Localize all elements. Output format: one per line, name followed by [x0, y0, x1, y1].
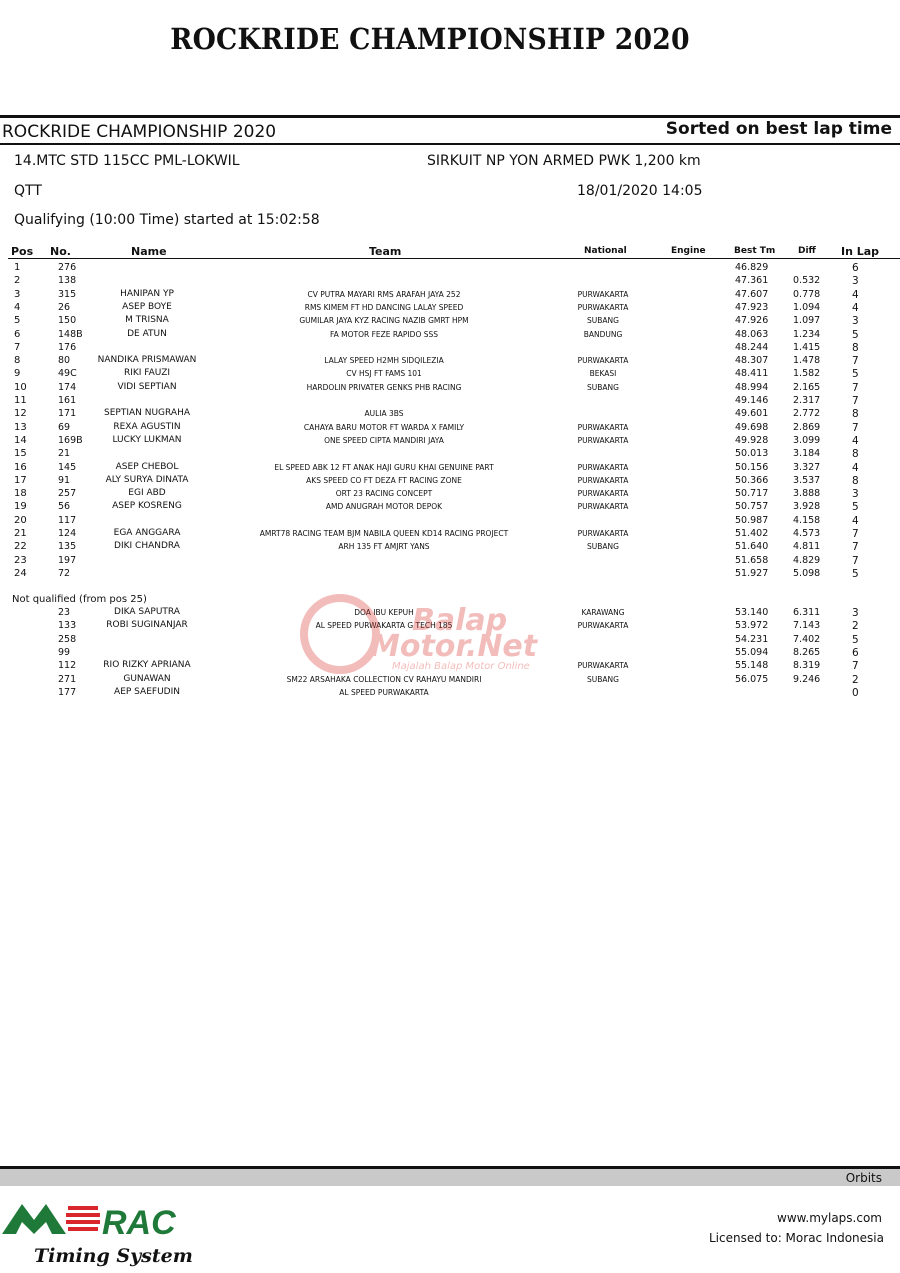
- cell-diff: 2.869: [793, 421, 821, 433]
- cell-pos: 5: [14, 315, 21, 327]
- cell-best-time: 47.926: [735, 315, 769, 327]
- watermark-ring: [304, 598, 376, 670]
- cell-best-time: 55.148: [735, 660, 769, 672]
- cell-in-lap: 2: [852, 673, 859, 686]
- cell-pos: 6: [14, 328, 21, 340]
- cell-pos: 22: [14, 541, 27, 553]
- cell-in-lap: 7: [852, 660, 859, 673]
- cell-diff: 3.928: [793, 501, 821, 513]
- cell-in-lap: 3: [852, 275, 859, 288]
- cell-in-lap: 7: [852, 381, 859, 394]
- cell-in-lap: 4: [852, 514, 859, 527]
- cell-pos: 2: [14, 275, 21, 287]
- col-header-no: No.: [50, 245, 71, 258]
- cell-pos: 12: [14, 408, 27, 420]
- cell-name: LUCKY LUKMAN: [112, 434, 182, 445]
- cell-team: DOA IBU KEPUH: [354, 608, 414, 617]
- cell-in-lap: 4: [852, 288, 859, 301]
- col-header-national: National: [584, 246, 627, 256]
- cell-name: HANIPAN YP: [120, 288, 174, 299]
- cell-in-lap: 6: [852, 262, 859, 274]
- cell-name: ASEP KOSRENG: [112, 501, 182, 512]
- qualifying-info: Qualifying (10:00 Time) started at 15:02:58: [14, 212, 320, 228]
- cell-diff: 0.778: [793, 288, 821, 300]
- cell-best-time: 53.972: [735, 620, 769, 632]
- cell-team: ORT 23 RACING CONCEPT: [335, 489, 433, 499]
- cell-pos: 8: [14, 355, 21, 367]
- cell-best-time: 47.923: [735, 301, 769, 313]
- table-row: 18 257 EGI ABD ORT 23 RACING CONCEPT PURWAKARTA 50.717 3.888 3: [14, 488, 859, 501]
- column-header-rule: [8, 258, 900, 259]
- cell-best-time: 46.829: [735, 262, 769, 273]
- cell-national: PURWAKARTA: [577, 489, 629, 499]
- cell-best-time: 51.927: [735, 567, 769, 579]
- table-row: 17 91 ALY SURYA DINATA AKS SPEED CO FT DEZA FT RACING ZONE PURWAKARTA 50.366 3.537 8: [14, 474, 859, 487]
- orbits-label: Orbits: [845, 1171, 882, 1185]
- table-row: 5 150 M TRISNA GUMILAR JAYA KYZ RACING NAZIB GMRT HPM SUBANG 47.926 1.097 3: [14, 315, 859, 328]
- table-row: 7 176 48.244 1.415 8: [14, 341, 859, 354]
- cell-name: ASEP CHEBOL: [115, 461, 179, 472]
- cell-team: CV HSJ FT FAMS 101: [346, 369, 422, 379]
- col-header-pos: Pos: [11, 245, 34, 258]
- cell-team: AL SPEED PURWAKARTA: [339, 687, 429, 697]
- cell-national: SUBANG: [587, 674, 619, 684]
- morac-logo: [0, 1196, 220, 1271]
- table-row: 133 ROBI SUGINANJAR AL SPEED PURWAKARTA G TECH 185 PURWAKARTA 53.972 7.143 2: [58, 620, 859, 633]
- cell-in-lap: 7: [852, 541, 859, 554]
- cell-team: AKS SPEED CO FT DEZA FT RACING ZONE: [306, 475, 462, 485]
- cell-pos: 3: [14, 288, 21, 300]
- table-row: 16 145 ASEP CHEBOL EL SPEED ABK 12 FT ANAK HAJI GURU KHAI GENUINE PART PURWAKARTA 50.156 3.327 4: [14, 461, 859, 474]
- cell-national: SUBANG: [587, 542, 619, 552]
- watermark-line2: Motor.Net: [370, 629, 538, 664]
- cell-diff: 4.811: [793, 541, 821, 553]
- cell-best-time: 56.075: [735, 673, 769, 685]
- cell-team: ARH 135 FT AMJRT YANS: [338, 542, 430, 552]
- cell-in-lap: 5: [852, 567, 859, 580]
- cell-pos: 14: [14, 434, 27, 446]
- cell-in-lap: 5: [852, 368, 859, 381]
- logo-text: RAC: [102, 1204, 176, 1242]
- col-header-engine: Engine: [671, 246, 706, 256]
- cell-team: LALAY SPEED H2MH SIDQILEZIA: [324, 356, 444, 366]
- table-row: 271 GUNAWAN SM22 ARSAHAKA COLLECTION CV RAHAYU MANDIRI SUBANG 56.075 9.246 2: [58, 673, 859, 686]
- cell-in-lap: 3: [852, 607, 859, 619]
- cell-diff: 6.311: [793, 607, 821, 618]
- cell-name: EGA ANGGARA: [113, 528, 181, 538]
- cell-in-lap: 6: [852, 646, 859, 659]
- watermark-tagline: Majalah Balap Motor Online: [392, 661, 530, 672]
- cell-team: AMRT78 RACING TEAM BJM NABILA QUEEN KD14 RACING PROJECT: [259, 529, 509, 538]
- cell-diff: 3.537: [793, 474, 821, 486]
- cell-name: REXA AGUSTIN: [113, 421, 181, 432]
- cell-national: PURWAKARTA: [577, 289, 629, 299]
- cell-national: PURWAKARTA: [577, 502, 629, 512]
- cell-team: HARDOLIN PRIVATER GENKS PHB RACING: [306, 382, 462, 392]
- cell-national: PURWAKARTA: [577, 621, 629, 631]
- cell-pos: 13: [14, 421, 27, 433]
- cell-best-time: 49.146: [735, 395, 769, 406]
- cell-pos: 18: [14, 488, 27, 500]
- cell-in-lap: 7: [852, 421, 859, 434]
- cell-in-lap: 8: [852, 474, 859, 487]
- cell-diff: 7.143: [793, 620, 821, 632]
- cell-in-lap: 3: [852, 315, 859, 328]
- cell-pos: 21: [14, 528, 27, 539]
- not-qualified-label: Not qualified (from pos 25): [12, 594, 147, 605]
- class-name: 14.MTC STD 115CC PML-LOKWIL: [14, 153, 240, 169]
- cell-in-lap: 7: [852, 395, 859, 407]
- cell-team: FA MOTOR FEZE RAPIDO SSS: [329, 329, 439, 339]
- table-row: 8 80 NANDIKA PRISMAWAN LALAY SPEED H2MH SIDQILEZIA PURWAKARTA 48.307 1.478 7: [14, 355, 859, 368]
- cell-in-lap: 8: [852, 448, 859, 461]
- col-header-team: Team: [369, 245, 402, 258]
- cell-team: AMD ANUGRAH MOTOR DEPOK: [325, 502, 443, 512]
- cell-diff: 1.582: [793, 368, 821, 380]
- cell-in-lap: 0: [852, 686, 859, 699]
- cell-name: DE ATUN: [127, 328, 167, 339]
- cell-best-time: 49.698: [735, 421, 769, 433]
- cell-best-time: 49.601: [735, 408, 769, 420]
- cell-best-time: 55.094: [735, 646, 769, 658]
- cell-name: M TRISNA: [125, 315, 169, 326]
- page-title: ROCKRIDE CHAMPIONSHIP 2020: [170, 22, 690, 56]
- cell-national: PURWAKARTA: [577, 475, 629, 485]
- cell-in-lap: 5: [852, 501, 859, 514]
- cell-in-lap: 8: [852, 341, 859, 354]
- license-text: Licensed to: Morac Indonesia: [708, 1231, 884, 1245]
- cell-best-time: 50.013: [735, 448, 769, 460]
- cell-diff: 3.099: [793, 434, 821, 446]
- cell-best-time: 54.231: [735, 633, 769, 645]
- header-rule: [0, 115, 900, 118]
- cell-in-lap: 7: [852, 528, 859, 540]
- watermark-line1: Balap: [412, 603, 508, 638]
- col-header-diff: Diff: [798, 246, 816, 256]
- cell-national: BANDUNG: [583, 329, 623, 339]
- cell-diff: 4.573: [793, 528, 821, 539]
- cell-name: RIKI FAUZI: [123, 368, 171, 379]
- cell-diff: 9.246: [793, 673, 821, 685]
- table-row: 21 124 EGA ANGGARA AMRT78 RACING TEAM BJM NABILA QUEEN KD14 RACING PROJECT PURWAKARTA 51.402 4.573 7: [14, 528, 859, 540]
- cell-name: EGI ABD: [128, 488, 166, 499]
- footer-bar: [0, 1169, 900, 1186]
- cell-pos: 17: [14, 474, 27, 486]
- cell-in-lap: 7: [852, 355, 859, 368]
- col-header-inlap: In Lap: [841, 245, 880, 258]
- cell-diff: 4.829: [793, 554, 821, 566]
- cell-national: PURWAKARTA: [577, 529, 629, 538]
- cell-best-time: 50.156: [735, 461, 769, 473]
- cell-in-lap: 2: [852, 620, 859, 633]
- cell-best-time: 50.987: [735, 514, 769, 526]
- cell-name: ASEP BOYE: [122, 301, 172, 312]
- table-row: 9 49C RIKI FAUZI CV HSJ FT FAMS 101 BEKASI 48.411 1.582 5: [14, 368, 859, 381]
- cell-national: PURWAKARTA: [577, 435, 629, 445]
- cell-team: EL SPEED ABK 12 FT ANAK HAJI GURU KHAI GENUINE PART: [274, 462, 494, 472]
- cell-in-lap: 8: [852, 408, 859, 421]
- cell-name: DIKI CHANDRA: [114, 541, 180, 552]
- cell-best-time: 50.366: [735, 474, 769, 486]
- cell-in-lap: 4: [852, 301, 859, 314]
- session-label: QTT: [14, 183, 42, 199]
- cell-diff: 5.098: [793, 567, 821, 579]
- cell-in-lap: 4: [852, 434, 859, 447]
- logo-subtitle: Timing System: [34, 1245, 193, 1267]
- cell-best-time: 49.928: [735, 434, 769, 446]
- table-row: 23 DIKA SAPUTRA DOA IBU KEPUH KARAWANG 53.140 6.311 3: [58, 607, 859, 619]
- cell-pos: 7: [14, 341, 21, 353]
- table-row: 22 135 DIKI CHANDRA ARH 135 FT AMJRT YANS SUBANG 51.640 4.811 7: [14, 541, 859, 554]
- cell-name: ALY SURYA DINATA: [105, 474, 189, 485]
- cell-diff: 1.478: [793, 355, 821, 367]
- cell-national: KARAWANG: [581, 608, 625, 617]
- table-row: 99 55.094 8.265 6: [58, 646, 859, 659]
- header-rule-bottom: [0, 143, 900, 145]
- cell-name: DIKA SAPUTRA: [114, 607, 180, 617]
- cell-diff: 8.265: [793, 646, 821, 658]
- table-row: 24 72 51.927 5.098 5: [14, 567, 859, 580]
- cell-in-lap: 5: [852, 633, 859, 646]
- cell-best-time: 51.640: [735, 541, 769, 553]
- table-row: 6 148B DE ATUN FA MOTOR FEZE RAPIDO SSS BANDUNG 48.063 1.234 5: [14, 328, 859, 341]
- table-row: 14 169B LUCKY LUKMAN ONE SPEED CIPTA MANDIRI JAYA PURWAKARTA 49.928 3.099 4: [14, 434, 859, 447]
- cell-diff: 3.184: [793, 448, 821, 460]
- table-row: 13 69 REXA AGUSTIN CAHAYA BARU MOTOR FT WARDA X FAMILY PURWAKARTA 49.698 2.869 7: [14, 421, 859, 434]
- cell-diff: 1.094: [793, 301, 821, 313]
- cell-diff: 7.402: [793, 633, 821, 645]
- table-row: 3 315 HANIPAN YP CV PUTRA MAYARI RMS ARAFAH JAYA 252 PURWAKARTA 47.607 0.778 4: [14, 288, 859, 301]
- cell-pos: 19: [14, 501, 27, 513]
- table-row: 20 117 50.987 4.158 4: [14, 514, 859, 527]
- cell-national: PURWAKARTA: [577, 661, 629, 671]
- cell-pos: 10: [14, 381, 27, 393]
- session-datetime: 18/01/2020 14:05: [577, 183, 703, 199]
- cell-in-lap: 7: [852, 554, 859, 567]
- cell-team: CAHAYA BARU MOTOR FT WARDA X FAMILY: [303, 422, 465, 432]
- col-header-name: Name: [131, 245, 167, 258]
- cell-national: PURWAKARTA: [577, 422, 629, 432]
- cell-name: SEPTIAN NUGRAHA: [104, 408, 190, 419]
- cell-pos: 24: [14, 567, 27, 579]
- cell-best-time: 48.307: [735, 355, 769, 367]
- cell-best-time: 50.757: [735, 501, 769, 513]
- cell-team: ONE SPEED CIPTA MANDIRI JAYA: [324, 435, 444, 445]
- balapmotor-watermark: [300, 594, 600, 674]
- cell-diff: 1.097: [793, 315, 821, 327]
- cell-pos: 15: [14, 448, 27, 460]
- cell-best-time: 53.140: [735, 607, 769, 618]
- cell-name: ROBI SUGINANJAR: [106, 620, 188, 631]
- cell-diff: 1.234: [793, 328, 821, 340]
- logo-m-shape: [2, 1204, 66, 1234]
- cell-team: CV PUTRA MAYARI RMS ARAFAH JAYA 252: [307, 289, 461, 299]
- circuit-name: SIRKUIT NP YON ARMED PWK 1,200 km: [427, 153, 701, 169]
- cell-diff: 1.415: [793, 341, 821, 353]
- cell-team: SM22 ARSAHAKA COLLECTION CV RAHAYU MANDIRI: [286, 674, 482, 684]
- cell-best-time: 48.063: [735, 328, 769, 340]
- cell-pos: 1: [14, 262, 21, 273]
- table-row: 177 AEP SAEFUDIN AL SPEED PURWAKARTA 0: [58, 686, 859, 699]
- col-header-best: Best Tm: [734, 246, 776, 256]
- cell-national: SUBANG: [587, 382, 619, 392]
- cell-pos: 9: [14, 368, 21, 380]
- cell-best-time: 50.717: [735, 488, 769, 500]
- cell-pos: 20: [14, 514, 27, 526]
- cell-best-time: 47.361: [735, 275, 769, 287]
- cell-pos: 16: [14, 461, 27, 473]
- logo-o-bars: [66, 1206, 100, 1231]
- cell-diff: 2.317: [793, 395, 821, 406]
- cell-pos: 11: [14, 395, 27, 406]
- cell-team: GUMILAR JAYA KYZ RACING NAZIB GMRT HPM: [299, 316, 469, 326]
- cell-diff: 3.327: [793, 461, 821, 473]
- cell-name: NANDIKA PRISMAWAN: [97, 355, 197, 366]
- event-name: ROCKRIDE CHAMPIONSHIP 2020: [2, 122, 277, 142]
- cell-diff: 4.158: [793, 514, 821, 526]
- cell-national: BEKASI: [589, 369, 617, 379]
- cell-best-time: 48.244: [735, 341, 769, 353]
- cell-team: RMS KIMEM FT HD DANCING LALAY SPEED: [304, 302, 464, 312]
- table-row: 11 161 49.146 2.317 7: [14, 395, 859, 407]
- table-row: 12 171 SEPTIAN NUGRAHA AULIA 3BS 49.601 2.772 8: [14, 408, 859, 421]
- cell-in-lap: 4: [852, 461, 859, 474]
- cell-best-time: 51.402: [735, 528, 769, 539]
- cell-in-lap: 3: [852, 488, 859, 501]
- cell-national: PURWAKARTA: [577, 462, 629, 472]
- cell-diff: 0.532: [793, 275, 821, 287]
- table-row: 1 276 46.829 6: [14, 262, 859, 274]
- cell-diff: 2.772: [793, 408, 821, 420]
- table-row: 4 26 ASEP BOYE RMS KIMEM FT HD DANCING LALAY SPEED PURWAKARTA 47.923 1.094 4: [14, 301, 859, 314]
- cell-diff: 2.165: [793, 381, 821, 393]
- cell-diff: 8.319: [793, 660, 821, 672]
- table-row: 112 RIO RIZKY APRIANA PURWAKARTA 55.148 8.319 7: [58, 660, 859, 673]
- sort-label: Sorted on best lap time: [665, 119, 892, 139]
- table-row: 10 174 VIDI SEPTIAN HARDOLIN PRIVATER GENKS PHB RACING SUBANG 48.994 2.165 7: [14, 381, 859, 394]
- cell-in-lap: 5: [852, 328, 859, 341]
- table-row: 258 54.231 7.402 5: [58, 633, 859, 646]
- cell-pos: 23: [14, 554, 27, 566]
- table-row: 19 56 ASEP KOSRENG AMD ANUGRAH MOTOR DEPOK PURWAKARTA 50.757 3.928 5: [14, 501, 859, 514]
- cell-national: SUBANG: [587, 316, 619, 326]
- cell-diff: 3.888: [793, 488, 821, 500]
- cell-name: GUNAWAN: [123, 673, 171, 684]
- cell-national: PURWAKARTA: [577, 356, 629, 366]
- table-row: 23 197 51.658 4.829 7: [14, 554, 859, 567]
- cell-best-time: 47.607: [735, 288, 769, 300]
- cell-team: AL SPEED PURWAKARTA G TECH 185: [315, 621, 453, 631]
- table-row: 15 21 50.013 3.184 8: [14, 448, 859, 461]
- cell-name: AEP SAEFUDIN: [114, 686, 180, 697]
- cell-best-time: 48.994: [735, 381, 769, 393]
- cell-name: VIDI SEPTIAN: [117, 381, 177, 392]
- cell-best-time: 51.658: [735, 554, 769, 566]
- cell-team: AULIA 3BS: [364, 409, 404, 419]
- website-link[interactable]: www.mylaps.com: [777, 1211, 882, 1225]
- cell-name: RIO RIZKY APRIANA: [103, 660, 191, 671]
- table-row: 2 138 47.361 0.532 3: [14, 275, 859, 288]
- cell-pos: 4: [14, 301, 21, 313]
- cell-best-time: 48.411: [735, 368, 769, 380]
- cell-national: PURWAKARTA: [577, 302, 629, 312]
